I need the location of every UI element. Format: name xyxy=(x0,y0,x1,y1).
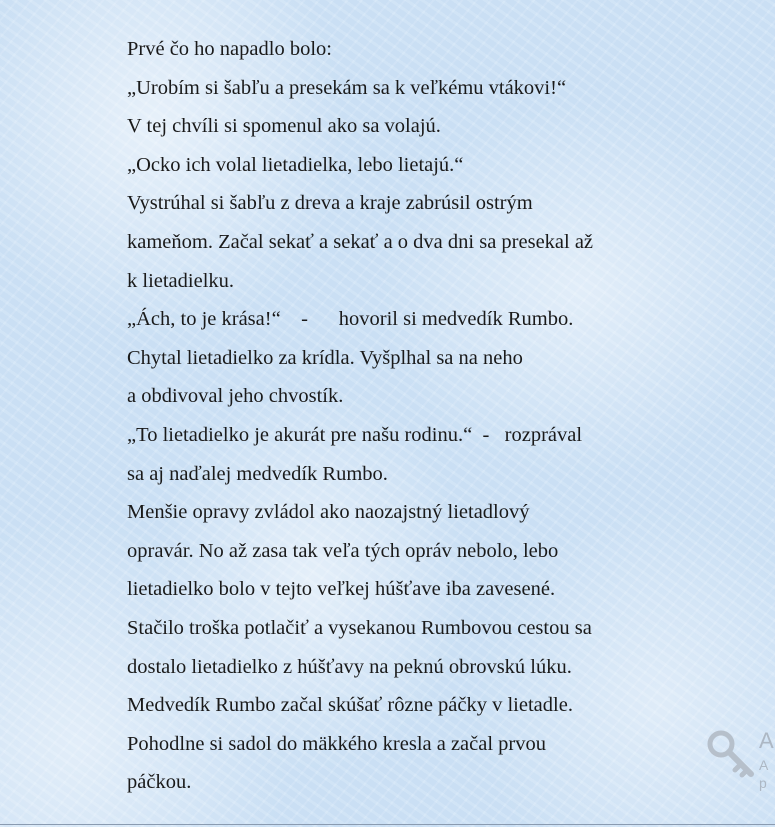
key-icon xyxy=(705,728,757,785)
text-line: k lietadielku. xyxy=(127,269,235,292)
text-line: Medvedík Rumbo začal skúšať rôzne páčky v lietadle. xyxy=(127,694,573,717)
text-line: páčkou. xyxy=(127,771,192,794)
text-line: sa aj naďalej medvedík Rumbo. xyxy=(127,462,388,485)
text-line: „To lietadielko je akurát pre našu rodinu.“ - rozprával xyxy=(127,423,583,446)
watermark-line: p xyxy=(759,775,767,791)
text-line: „Ách, to je krása!“ - hovoril si medvedík Rumbo. xyxy=(127,308,574,331)
bottom-divider xyxy=(0,824,775,825)
activation-watermark xyxy=(705,728,775,808)
text-line: Prvé čo ho napadlo bolo: xyxy=(127,38,332,60)
text-line: kameňom. Začal sekať a sekať a o dva dni sa presekal až xyxy=(127,230,594,253)
story-text xyxy=(127,30,687,802)
text-line: V tej chvíli si spomenul ako sa volajú. xyxy=(127,115,441,138)
watermark-text xyxy=(759,730,774,790)
text-line: a obdivoval jeho chvostík. xyxy=(127,385,344,408)
watermark-line: A xyxy=(759,728,774,753)
text-line: Vystrúhal si šabľu z dreva a kraje zabrúsil ostrým xyxy=(127,192,533,215)
text-line: Stačilo troška potlačiť a vysekanou Rumbovou cestou sa xyxy=(127,616,592,639)
text-line: opravár. No až zasa tak veľa tých opráv nebolo, lebo xyxy=(127,539,559,562)
text-line: lietadielko bolo v tejto veľkej húšťave iba zavesené. xyxy=(127,578,556,601)
text-line: Menšie opravy zvládol ako naozajstný lietadlový xyxy=(127,501,530,524)
text-line: dostalo lietadielko z húšťavy na peknú obrovskú lúku. xyxy=(127,655,572,678)
text-line: Chytal lietadielko za krídla. Vyšplhal sa na neho xyxy=(127,346,523,369)
text-line: „Urobím si šabľu a presekám sa k veľkému vtákovi!“ xyxy=(127,76,567,99)
text-line: „Ocko ich volal lietadielka, lebo lietajú.“ xyxy=(127,153,464,176)
watermark-line: A xyxy=(759,757,769,773)
text-line: Pohodlne si sadol do mäkkého kresla a začal prvou xyxy=(127,732,546,755)
